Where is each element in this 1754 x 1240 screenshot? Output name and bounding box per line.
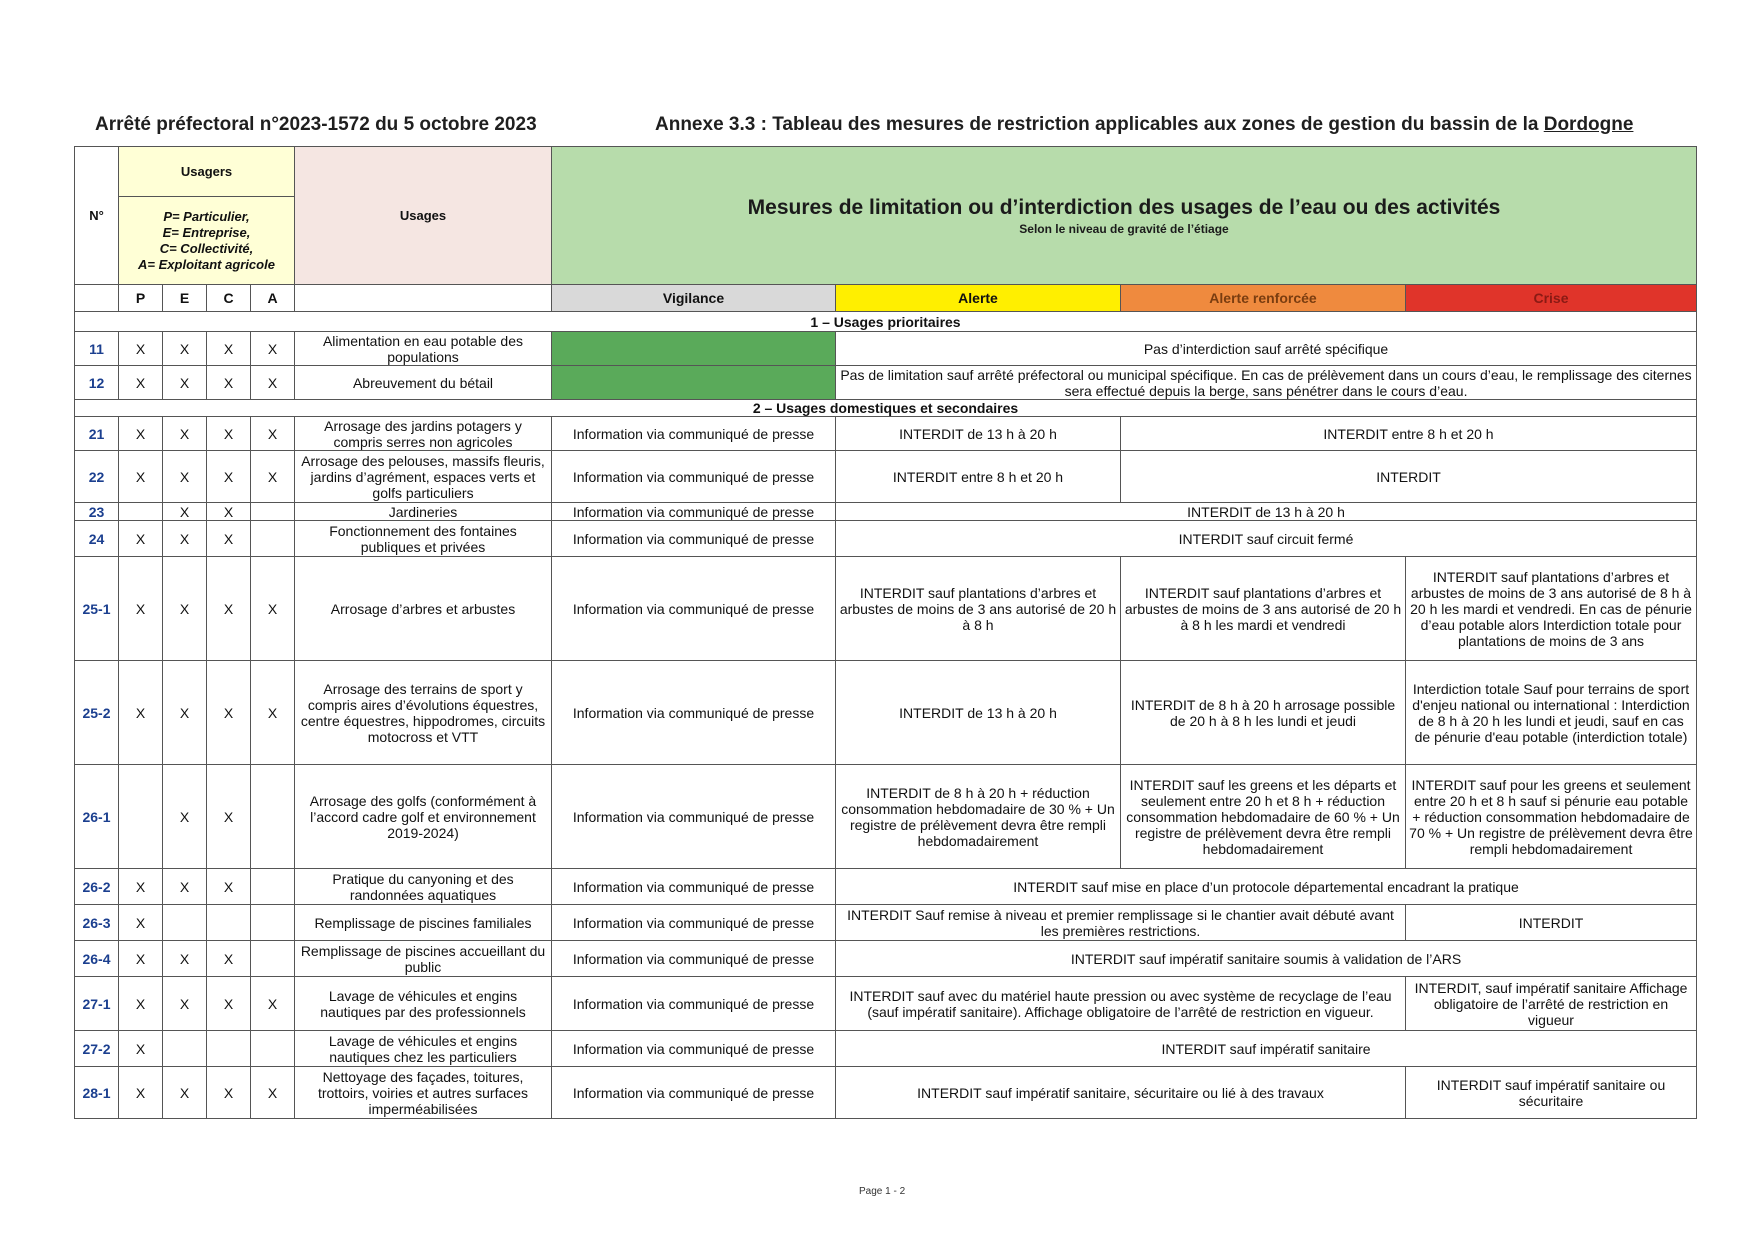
col-header-num: N° xyxy=(75,147,119,285)
cell-e: X xyxy=(163,869,207,905)
cell-e: X xyxy=(163,977,207,1031)
cell-c: X xyxy=(207,765,251,869)
legend-collectivite: C= Collectivité, xyxy=(159,240,254,256)
cell-e: X xyxy=(163,503,207,521)
alerte-cell: INTERDIT sauf plantations d’arbres et arbustes de moins de 3 ans autorisé de 20 h à 8 h xyxy=(836,557,1121,661)
alerte-cell: INTERDIT de 13 h à 20 h xyxy=(836,417,1121,451)
legend-exploitant: A= Exploitant agricole xyxy=(138,256,275,272)
table-row xyxy=(75,941,1697,977)
cell-p: X xyxy=(119,941,163,977)
alerte-renforcee-cell: INTERDIT Sauf remise à niveau et premier remplissage si le chantier avait débuté avant les premières restrictions. xyxy=(836,905,1406,941)
cell-a: X xyxy=(251,661,295,765)
section-header: 2 – Usages domestiques et secondaires xyxy=(75,400,1697,417)
row-number: 26-3 xyxy=(75,905,119,941)
row-number: 11 xyxy=(75,332,119,366)
cell-p: X xyxy=(119,869,163,905)
cell-a xyxy=(251,905,295,941)
usage-label: Nettoyage des façades, toitures, trottoirs, voiries et autres surfaces imperméabilisées xyxy=(295,1067,552,1119)
usagers-legend xyxy=(119,197,295,285)
crise-cell: INTERDIT sauf impératif sanitaire ou sécuritaire xyxy=(1406,1067,1697,1119)
mesures-subtitle: Selon le niveau de gravité de l’étiage xyxy=(1019,221,1229,236)
usage-label: Arrosage des terrains de sport y compris aires d’évolutions équestres, centre équestres, hippodromes, circuits motocross et VTT xyxy=(295,661,552,765)
measure-cell: INTERDIT sauf impératif sanitaire xyxy=(836,1031,1697,1067)
vigilance-cell xyxy=(552,366,836,400)
usage-label: Abreuvement du bétail xyxy=(295,366,552,400)
cell-a: X xyxy=(251,332,295,366)
table-row xyxy=(75,332,1697,366)
col-header-p: P xyxy=(119,285,163,312)
cell-a: X xyxy=(251,1067,295,1119)
col-header-usages-blank xyxy=(295,285,552,312)
cell-c: X xyxy=(207,977,251,1031)
table-row xyxy=(75,451,1697,503)
cell-a xyxy=(251,869,295,905)
cell-c: X xyxy=(207,869,251,905)
table-row xyxy=(75,1031,1697,1067)
usage-label: Arrosage des jardins potagers y compris serres non agricoles xyxy=(295,417,552,451)
col-header-a: A xyxy=(251,285,295,312)
measure-cell: INTERDIT sauf circuit fermé xyxy=(836,521,1697,557)
table-row xyxy=(75,417,1697,451)
row-number: 25-1 xyxy=(75,557,119,661)
cell-a: X xyxy=(251,366,295,400)
cell-p: X xyxy=(119,451,163,503)
cell-p: X xyxy=(119,977,163,1031)
cell-e: X xyxy=(163,417,207,451)
usage-label: Arrosage des golfs (conformément à l’accord cadre golf et environnement 2019-2024) xyxy=(295,765,552,869)
annex-title-text: Annexe 3.3 : Tableau des mesures de restriction applicables aux zones de gestion du bassin de la xyxy=(655,114,1544,135)
annex-title-basin: Dordogne xyxy=(1543,114,1634,135)
renforcee-crise-cell: INTERDIT entre 8 h et 20 h xyxy=(1121,417,1697,451)
usage-label: Fonctionnement des fontaines publiques et privées xyxy=(295,521,552,557)
table-row xyxy=(75,503,1697,521)
cell-a: X xyxy=(251,977,295,1031)
usage-label: Lavage de véhicules et engins nautiques chez les particuliers xyxy=(295,1031,552,1067)
usage-label: Arrosage des pelouses, massifs fleuris, jardins d’agrément, espaces verts et golfs particuliers xyxy=(295,451,552,503)
crise-cell: INTERDIT sauf pour les greens et seulement entre 20 h et 8 h sauf si pénurie eau potable + réduction consommation hebdomadaire de 70 % + Un registre de prélèvement devra être rempli hebdomadairement xyxy=(1406,765,1697,869)
alerte-cell: INTERDIT de 8 h à 20 h + réduction consommation hebdomadaire de 30 % + Un registre de prélèvement devra être rempli hebdomadairement xyxy=(836,765,1121,869)
cell-p xyxy=(119,765,163,869)
table-row xyxy=(75,521,1697,557)
restriction-table xyxy=(74,146,1697,1119)
vigilance-cell: Information via communiqué de presse xyxy=(552,869,836,905)
cell-c xyxy=(207,1031,251,1067)
measure-cell: Pas d’interdiction sauf arrêté spécifique xyxy=(836,332,1697,366)
table-row xyxy=(75,977,1697,1031)
renforcee-cell: INTERDIT de 8 h à 20 h arrosage possible de 20 h à 8 h les lundi et jeudi xyxy=(1121,661,1406,765)
renforcee-cell: INTERDIT sauf plantations d’arbres et arbustes de moins de 3 ans autorisé de 20 h à 8 h les mardi et vendredi xyxy=(1121,557,1406,661)
table-row xyxy=(75,557,1697,661)
cell-c: X xyxy=(207,451,251,503)
cell-a: X xyxy=(251,417,295,451)
vigilance-cell: Information via communiqué de presse xyxy=(552,977,836,1031)
table-row xyxy=(75,869,1697,905)
usage-label: Lavage de véhicules et engins nautiques par des professionnels xyxy=(295,977,552,1031)
cell-e: X xyxy=(163,765,207,869)
crise-cell: Interdiction totale Sauf pour terrains de sport d'enjeu national ou international : Interdiction de 8 h à 20 h les lundi et jeudi, sauf en cas de pénurie d'eau potable (interdiction totale) xyxy=(1406,661,1697,765)
cell-a: X xyxy=(251,451,295,503)
measure-cell: INTERDIT sauf impératif sanitaire soumis à validation de l’ARS xyxy=(836,941,1697,977)
cell-c: X xyxy=(207,332,251,366)
cell-p: X xyxy=(119,1067,163,1119)
row-number: 12 xyxy=(75,366,119,400)
cell-c: X xyxy=(207,661,251,765)
cell-e: X xyxy=(163,1067,207,1119)
cell-c: X xyxy=(207,503,251,521)
table-row xyxy=(75,765,1697,869)
cell-p: X xyxy=(119,417,163,451)
usage-label: Remplissage de piscines familiales xyxy=(295,905,552,941)
cell-p: X xyxy=(119,661,163,765)
row-number: 28-1 xyxy=(75,1067,119,1119)
cell-e: X xyxy=(163,661,207,765)
cell-a xyxy=(251,503,295,521)
measure-cell: INTERDIT sauf mise en place d’un protocole départemental encadrant la pratique xyxy=(836,869,1697,905)
cell-e: X xyxy=(163,557,207,661)
alerte-renforcee-cell: INTERDIT sauf impératif sanitaire, sécuritaire ou lié à des travaux xyxy=(836,1067,1406,1119)
cell-e: X xyxy=(163,451,207,503)
measure-cell: INTERDIT de 13 h à 20 h xyxy=(836,503,1697,521)
col-header-mesures xyxy=(552,147,1697,285)
cell-p: X xyxy=(119,1031,163,1067)
alerte-cell: INTERDIT entre 8 h et 20 h xyxy=(836,451,1121,503)
usage-label: Arrosage d’arbres et arbustes xyxy=(295,557,552,661)
level-vigilance: Vigilance xyxy=(552,285,836,312)
row-number: 24 xyxy=(75,521,119,557)
vigilance-cell: Information via communiqué de presse xyxy=(552,521,836,557)
cell-e: X xyxy=(163,332,207,366)
table-row xyxy=(75,661,1697,765)
renforcee-crise-cell: INTERDIT xyxy=(1121,451,1697,503)
alerte-cell: INTERDIT de 13 h à 20 h xyxy=(836,661,1121,765)
alerte-renforcee-cell: INTERDIT sauf avec du matériel haute pression ou avec système de recyclage de l’eau (sauf impératif sanitaire). Affichage obligatoire de l’arrêté de restriction en vigueur. xyxy=(836,977,1406,1031)
level-alerte: Alerte xyxy=(836,285,1121,312)
col-header-c: C xyxy=(207,285,251,312)
cell-p xyxy=(119,503,163,521)
cell-c: X xyxy=(207,1067,251,1119)
cell-e: X xyxy=(163,366,207,400)
vigilance-cell: Information via communiqué de presse xyxy=(552,557,836,661)
col-header-num-blank xyxy=(75,285,119,312)
vigilance-cell: Information via communiqué de presse xyxy=(552,417,836,451)
cell-e xyxy=(163,905,207,941)
vigilance-cell: Information via communiqué de presse xyxy=(552,1067,836,1119)
row-number: 26-2 xyxy=(75,869,119,905)
row-number: 22 xyxy=(75,451,119,503)
table-row xyxy=(75,366,1697,400)
cell-c: X xyxy=(207,417,251,451)
cell-e: X xyxy=(163,941,207,977)
row-number: 26-4 xyxy=(75,941,119,977)
col-header-usagers: Usagers xyxy=(119,147,295,197)
level-crise: Crise xyxy=(1406,285,1697,312)
vigilance-cell: Information via communiqué de presse xyxy=(552,905,836,941)
annex-title xyxy=(655,114,1633,136)
crise-cell: INTERDIT, sauf impératif sanitaire Affichage obligatoire de l’arrêté de restriction en vigueur xyxy=(1406,977,1697,1031)
cell-a xyxy=(251,765,295,869)
decree-title: Arrêté préfectoral n°2023-1572 du 5 octobre 2023 xyxy=(95,114,537,135)
row-number: 27-2 xyxy=(75,1031,119,1067)
usage-label: Jardineries xyxy=(295,503,552,521)
row-number: 26-1 xyxy=(75,765,119,869)
cell-e xyxy=(163,1031,207,1067)
vigilance-cell: Information via communiqué de presse xyxy=(552,451,836,503)
usage-label: Pratique du canyoning et des randonnées aquatiques xyxy=(295,869,552,905)
table-row xyxy=(75,905,1697,941)
section-header: 1 – Usages prioritaires xyxy=(75,312,1697,332)
cell-e: X xyxy=(163,521,207,557)
row-number: 25-2 xyxy=(75,661,119,765)
cell-p: X xyxy=(119,366,163,400)
cell-a xyxy=(251,521,295,557)
cell-p: X xyxy=(119,332,163,366)
renforcee-cell: INTERDIT sauf les greens et les départs et seulement entre 20 h et 8 h + réduction consommation hebdomadaire de 60 % + Un registre de prélèvement devra être rempli hebdomadairement xyxy=(1121,765,1406,869)
cell-c: X xyxy=(207,557,251,661)
vigilance-cell: Information via communiqué de presse xyxy=(552,1031,836,1067)
vigilance-cell: Information via communiqué de presse xyxy=(552,941,836,977)
col-header-e: E xyxy=(163,285,207,312)
table-row xyxy=(75,1067,1697,1119)
legend-entreprise: E= Entreprise, xyxy=(162,224,251,240)
usage-label: Remplissage de piscines accueillant du public xyxy=(295,941,552,977)
page-number: Page 1 - 2 xyxy=(859,1186,906,1197)
col-header-usages: Usages xyxy=(295,147,552,285)
mesures-title: Mesures de limitation ou d’interdiction des usages de l’eau ou des activités xyxy=(747,195,1501,219)
crise-cell: INTERDIT xyxy=(1406,905,1697,941)
vigilance-cell: Information via communiqué de presse xyxy=(552,661,836,765)
level-alerte-renforcee: Alerte renforcée xyxy=(1121,285,1406,312)
cell-p: X xyxy=(119,905,163,941)
legend-particulier: P= Particulier, xyxy=(163,208,250,224)
row-number: 23 xyxy=(75,503,119,521)
cell-a: X xyxy=(251,557,295,661)
cell-c: X xyxy=(207,366,251,400)
cell-c xyxy=(207,905,251,941)
vigilance-cell: Information via communiqué de presse xyxy=(552,765,836,869)
cell-a xyxy=(251,941,295,977)
cell-a xyxy=(251,1031,295,1067)
crise-cell: INTERDIT sauf plantations d’arbres et arbustes de moins de 3 ans autorisé de 8 h à 20 h les mardi et vendredi. En cas de pénurie d’eau potable alors Interdiction totale pour plantations de moins de 3 ans xyxy=(1406,557,1697,661)
measure-cell: Pas de limitation sauf arrêté préfectoral ou municipal spécifique. En cas de prélèvement dans un cours d’eau, le remplissage des citernes sera effectué depuis la berge, sans pénétrer dans le cours d’eau. xyxy=(836,366,1697,400)
cell-p: X xyxy=(119,521,163,557)
cell-p: X xyxy=(119,557,163,661)
vigilance-cell xyxy=(552,332,836,366)
row-number: 21 xyxy=(75,417,119,451)
row-number: 27-1 xyxy=(75,977,119,1031)
cell-c: X xyxy=(207,941,251,977)
vigilance-cell: Information via communiqué de presse xyxy=(552,503,836,521)
cell-c: X xyxy=(207,521,251,557)
usage-label: Alimentation en eau potable des populations xyxy=(295,332,552,366)
